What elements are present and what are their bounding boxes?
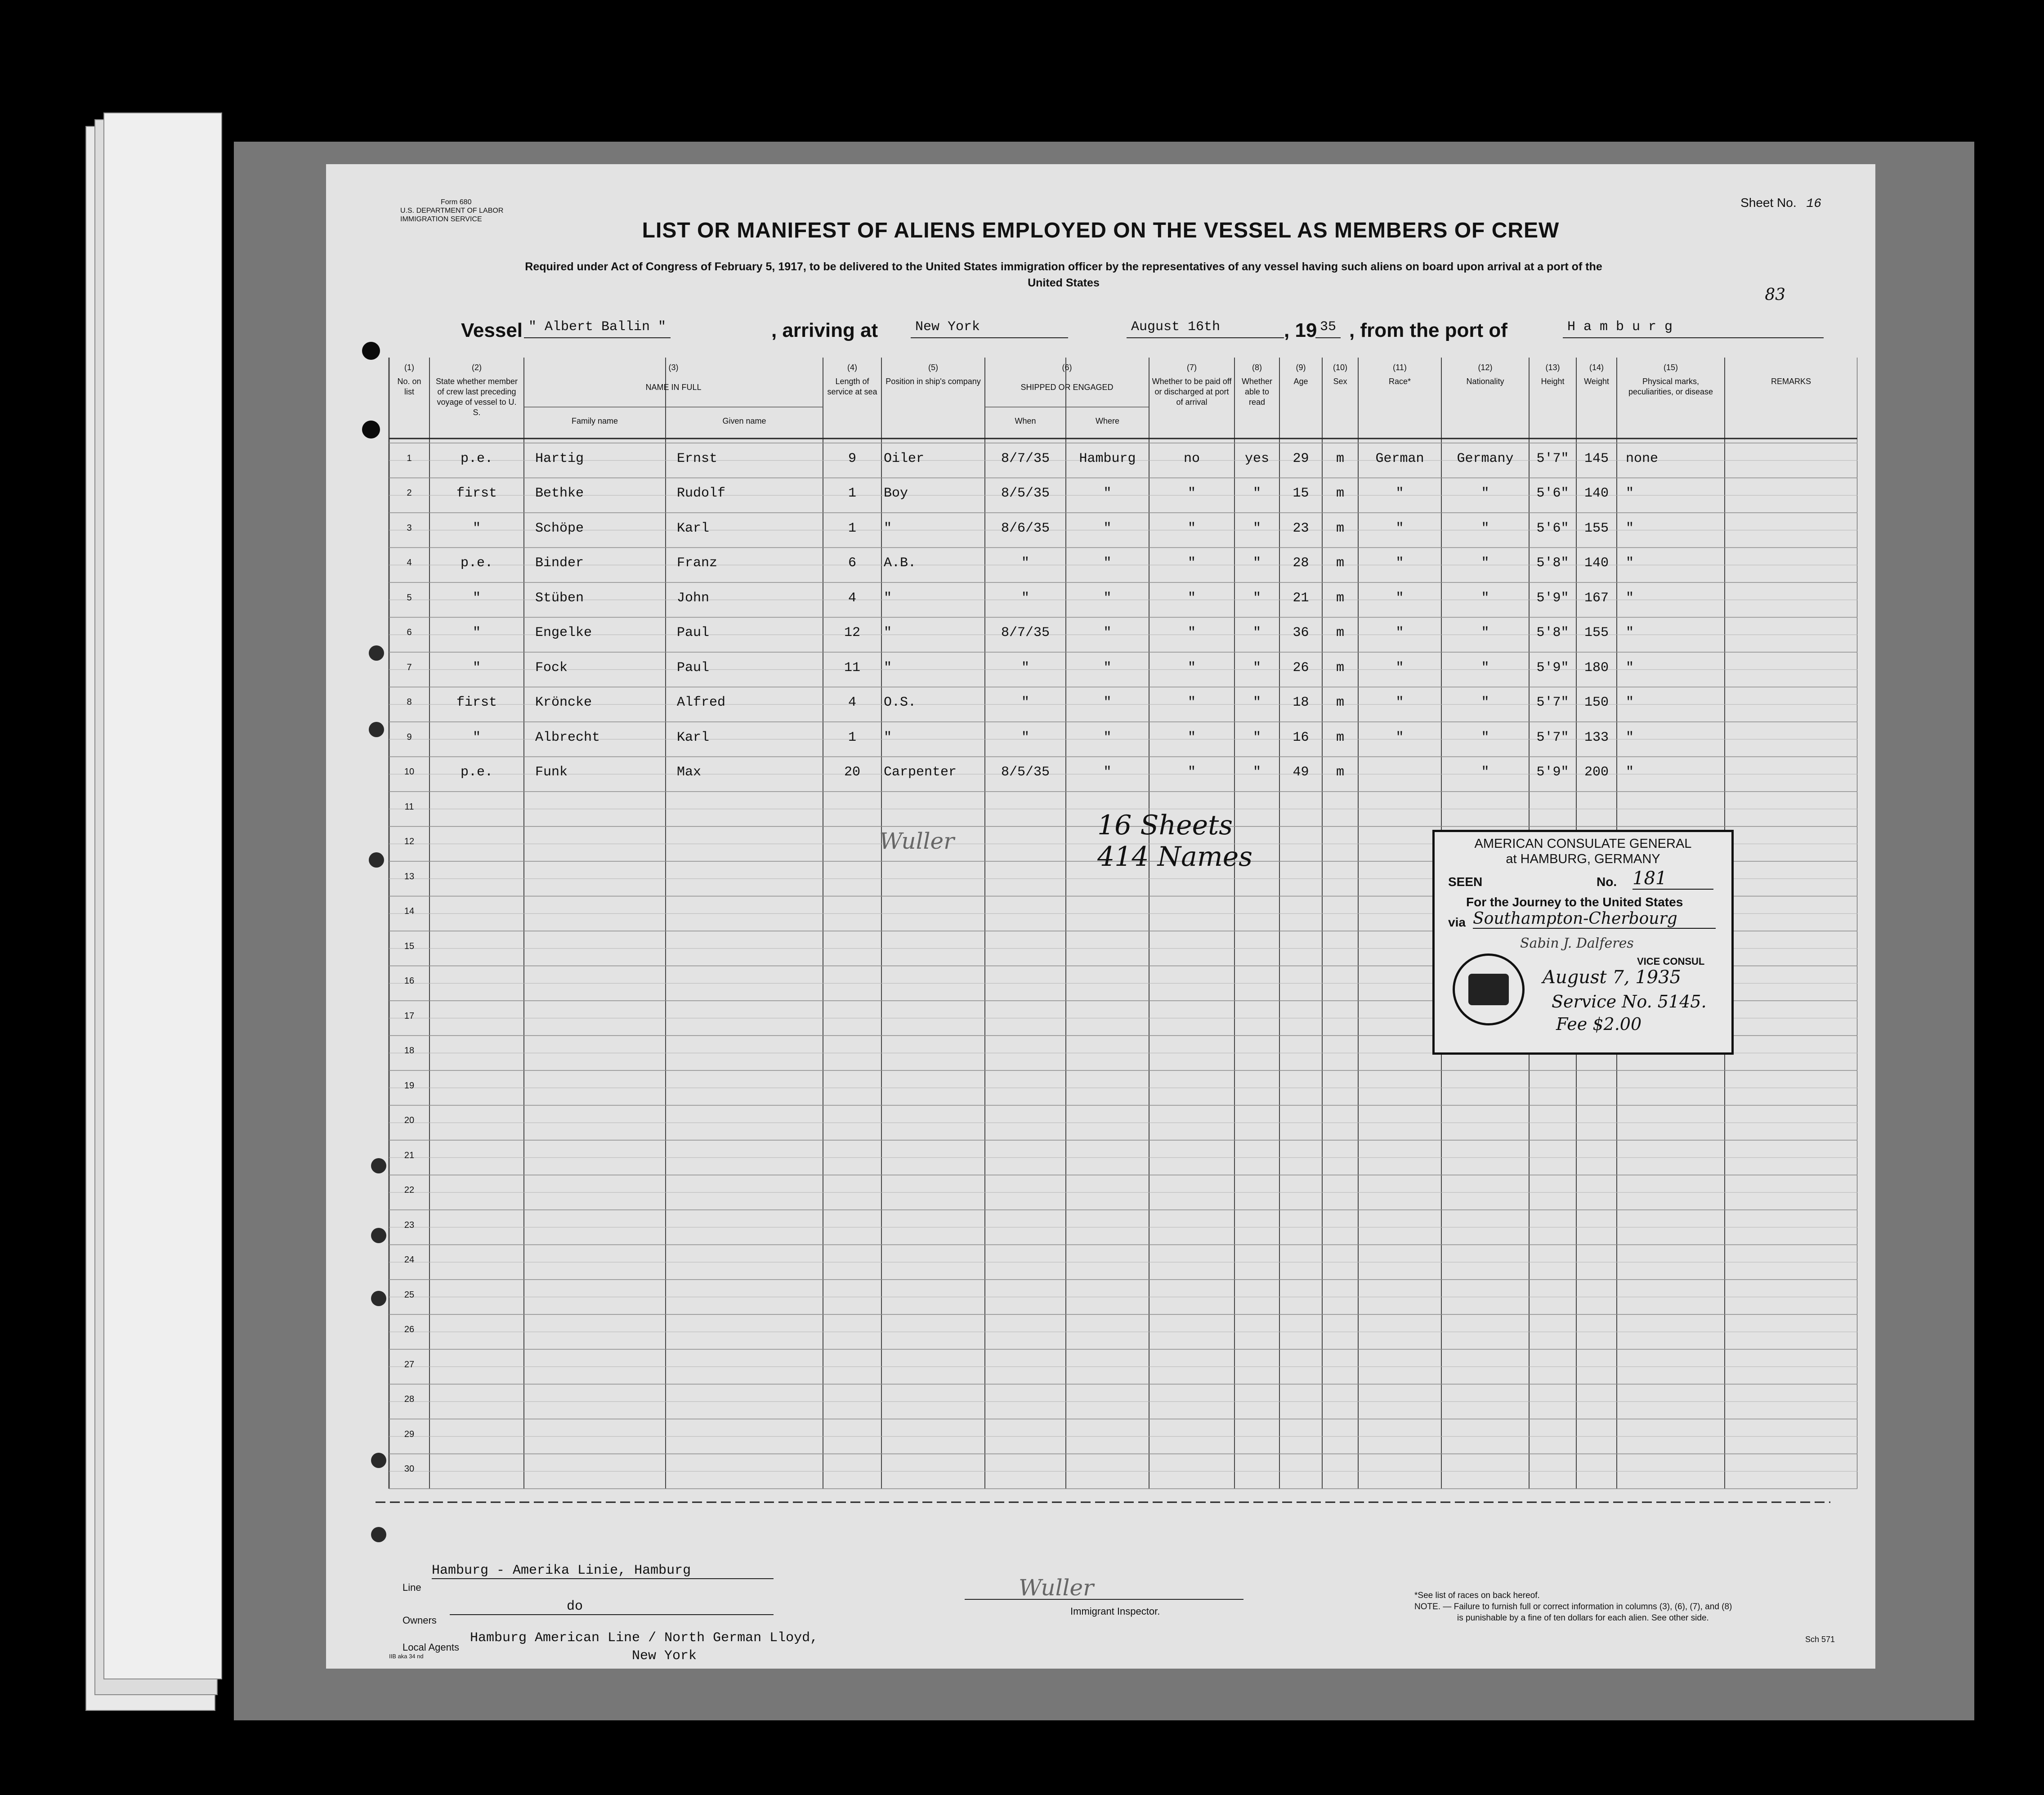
row-number: 15 — [404, 941, 415, 951]
table-cell-where: " — [1103, 730, 1112, 745]
stamp-title: AMERICAN CONSULATE GENERAL — [1474, 837, 1692, 851]
table-cell-family: Fock — [535, 660, 568, 676]
table-cell-family: Bethke — [535, 486, 584, 501]
vessel-name-field: " Albert Ballin " — [524, 319, 671, 338]
table-cell-prev: first — [456, 486, 497, 501]
owners-value: do — [450, 1599, 774, 1615]
inspector-initials: Wuller — [879, 828, 955, 854]
table-cell-paid: " — [1187, 730, 1196, 745]
table-cell-position: " — [884, 660, 892, 676]
leaf-number: 83 — [1765, 286, 1785, 304]
table-cell-when: 8/5/35 — [1001, 765, 1050, 780]
column-number: (2) — [472, 363, 482, 372]
row-number: 6 — [407, 627, 412, 638]
table-cell-weight: 140 — [1584, 555, 1609, 571]
column-subheader: Family name — [571, 416, 618, 425]
stamp-consul-label: VICE CONSUL — [1637, 956, 1705, 967]
table-cell-given: Karl — [677, 730, 710, 745]
table-cell-nationality: " — [1481, 660, 1489, 676]
table-cell-weight: 140 — [1584, 486, 1609, 501]
consul-signature: Sabin J. Dalferes — [1520, 936, 1634, 951]
stamp-location: at HAMBURG, GERMANY — [1506, 852, 1660, 866]
column-header: SHIPPED OR ENGAGED — [1020, 383, 1114, 392]
column-header: Whether to be paid off or discharged at port of arrival — [1152, 377, 1232, 407]
table-cell-given: Karl — [677, 520, 710, 536]
sheet-number-label: Sheet No. — [1740, 196, 1797, 210]
table-cell-height: 5'6" — [1536, 520, 1569, 536]
table-cell-height: 5'7" — [1536, 730, 1569, 745]
document-title: LIST OR MANIFEST OF ALIENS EMPLOYED ON THE VESSEL AS MEMBERS OF CREW — [642, 219, 1560, 242]
table-cell-read: " — [1252, 730, 1261, 745]
table-cell-read: " — [1252, 486, 1261, 501]
table-cell-prev: p.e. — [460, 555, 493, 571]
table-cell-nationality: " — [1481, 730, 1489, 745]
table-cell-race: " — [1395, 625, 1404, 641]
column-number: (11) — [1393, 363, 1407, 372]
column-header: Position in ship's company — [886, 377, 981, 386]
table-cell-marks: " — [1626, 590, 1634, 606]
consulate-stamp — [1432, 830, 1734, 1055]
row-number: 17 — [404, 1011, 415, 1021]
stamp-journey-label: For the Journey to the United States — [1466, 895, 1683, 909]
table-cell-given: John — [677, 590, 710, 606]
column-header: REMARKS — [1771, 377, 1811, 386]
table-cell-when: " — [1021, 730, 1029, 745]
column-number: (4) — [847, 363, 857, 372]
table-cell-weight: 145 — [1584, 451, 1609, 466]
table-cell-marks: none — [1626, 451, 1659, 466]
table-cell-position: A.B. — [884, 555, 917, 571]
stamp-via-label: via — [1448, 915, 1466, 929]
table-cell-when: " — [1021, 590, 1029, 606]
table-cell-given: Ernst — [677, 451, 718, 466]
table-cell-marks: " — [1626, 765, 1634, 780]
table-cell-paid: " — [1187, 765, 1196, 780]
table-cell-height: 5'8" — [1536, 555, 1569, 571]
penalty-note-continued: is punishable by a fine of ten dollars for each alien. See other side. — [1457, 1613, 1709, 1623]
arrival-date-field: August 16th — [1127, 319, 1284, 338]
column-number: (7) — [1187, 363, 1197, 372]
table-cell-where: " — [1103, 555, 1112, 571]
names-count-note: 414 Names — [1097, 841, 1253, 873]
row-number: 1 — [407, 453, 412, 463]
table-cell-paid: " — [1187, 660, 1196, 676]
table-cell-family: Schöpe — [535, 520, 584, 536]
row-number: 20 — [404, 1115, 415, 1126]
table-cell-sex: m — [1336, 730, 1344, 745]
table-cell-position: Boy — [884, 486, 908, 501]
column-header: Physical marks, peculiarities, or disease — [1628, 377, 1713, 396]
column-header: Age — [1293, 377, 1308, 386]
table-cell-when: " — [1021, 660, 1029, 676]
table-cell-nationality: " — [1481, 555, 1489, 571]
column-number: (10) — [1333, 363, 1347, 372]
table-cell-sex: m — [1336, 660, 1344, 676]
table-cell-age: 36 — [1293, 625, 1309, 641]
line-label: Line — [403, 1582, 421, 1593]
race-note: *See list of races on back hereof. — [1414, 1591, 1540, 1600]
table-cell-age: 26 — [1293, 660, 1309, 676]
stamp-service-number: Service No. 5145. — [1552, 992, 1707, 1012]
inspector-label: Immigrant Inspector. — [1070, 1606, 1160, 1617]
local-agents-label: Local Agents — [403, 1642, 459, 1653]
column-number: (13) — [1545, 363, 1560, 372]
row-number: 29 — [404, 1429, 415, 1439]
row-number: 27 — [404, 1359, 415, 1370]
row-number: 12 — [404, 837, 415, 847]
table-cell-height: 5'9" — [1536, 590, 1569, 606]
column-header: State whether member of crew last preceding voyage of vessel to U. S. — [435, 377, 518, 417]
form-number: Form 680 — [441, 198, 472, 206]
table-cell-age: 28 — [1293, 555, 1309, 571]
table-cell-service: 6 — [848, 555, 856, 571]
row-number: 24 — [404, 1255, 415, 1265]
table-cell-prev: " — [472, 660, 481, 676]
table-cell-family: Funk — [535, 765, 568, 780]
local-agents-value: Hamburg American Line / North German Lloyd, — [470, 1630, 818, 1646]
column-header: Race* — [1388, 377, 1411, 386]
table-cell-when: 8/5/35 — [1001, 486, 1050, 501]
column-header: Height — [1541, 377, 1565, 386]
table-cell-when: " — [1021, 695, 1029, 711]
manifest-sheet — [326, 164, 1875, 1669]
department-name: U.S. DEPARTMENT OF LABOR — [400, 207, 504, 215]
table-cell-race: " — [1395, 660, 1404, 676]
table-cell-family: Kröncke — [535, 695, 592, 711]
table-cell-prev: " — [472, 730, 481, 745]
row-number: 2 — [407, 488, 412, 498]
column-header: Weight — [1584, 377, 1609, 386]
column-header: No. on list — [397, 377, 421, 396]
row-number: 9 — [407, 732, 412, 742]
table-cell-marks: " — [1626, 520, 1634, 536]
row-number: 21 — [404, 1150, 415, 1160]
table-cell-height: 5'9" — [1536, 765, 1569, 780]
table-cell-marks: " — [1626, 486, 1634, 501]
column-header: Length of service at sea — [827, 377, 877, 396]
table-cell-service: 4 — [848, 590, 856, 606]
table-cell-sex: m — [1336, 765, 1344, 780]
table-cell-weight: 180 — [1584, 660, 1609, 676]
departure-port-field: H a m b u r g — [1563, 319, 1824, 338]
table-cell-read: " — [1252, 765, 1261, 780]
table-cell-weight: 155 — [1584, 625, 1609, 641]
table-cell-service: 4 — [848, 695, 856, 711]
column-number: (9) — [1296, 363, 1306, 372]
year-prefix: , 19 — [1284, 319, 1317, 341]
table-cell-position: " — [884, 590, 892, 606]
column-number: (12) — [1478, 363, 1493, 372]
stamp-fee: Fee $2.00 — [1556, 1014, 1642, 1034]
column-number: (3) — [668, 363, 679, 372]
table-cell-paid: " — [1187, 625, 1196, 641]
sheet-number — [1740, 196, 1821, 211]
table-cell-family: Engelke — [535, 625, 592, 641]
table-cell-read: " — [1252, 555, 1261, 571]
table-cell-marks: " — [1626, 660, 1634, 676]
page-stack — [85, 112, 225, 1709]
table-cell-when: " — [1021, 555, 1029, 571]
row-number: 25 — [404, 1289, 415, 1300]
column-number: (6) — [1062, 363, 1072, 372]
table-cell-given: Paul — [677, 660, 710, 676]
from-port-label: , from the port of — [1349, 319, 1507, 341]
table-cell-given: Alfred — [677, 695, 726, 711]
row-number: 26 — [404, 1325, 415, 1335]
row-number: 18 — [404, 1046, 415, 1056]
row-number: 5 — [407, 592, 412, 603]
stamp-no-value: 181 — [1633, 868, 1713, 890]
table-cell-weight: 150 — [1584, 695, 1609, 711]
table-cell-nationality: " — [1481, 520, 1489, 536]
table-cell-when: 8/7/35 — [1001, 451, 1050, 466]
table-cell-service: 1 — [848, 730, 856, 745]
table-cell-where: " — [1103, 590, 1112, 606]
print-code: IIB aka 34 nd — [389, 1653, 424, 1660]
table-cell-where: Hamburg — [1079, 451, 1136, 466]
table-cell-marks: " — [1626, 695, 1634, 711]
table-cell-height: 5'8" — [1536, 625, 1569, 641]
table-cell-race: " — [1395, 730, 1404, 745]
column-subheader: When — [1015, 416, 1036, 425]
punch-hole-icon — [362, 342, 380, 360]
table-cell-given: Rudolf — [677, 486, 726, 501]
year-field: 35 — [1315, 319, 1341, 338]
row-number: 16 — [404, 976, 415, 986]
table-cell-race: " — [1395, 486, 1404, 501]
table-cell-marks: " — [1626, 730, 1634, 745]
handwritten-total — [1097, 810, 1252, 873]
document-subtitle: Required under Act of Congress of February 5, 1917, to be delivered to the United States immigration officer by the representatives of any vessel having such aliens on board upon arrival at a port of the United States — [525, 260, 1602, 289]
table-cell-prev: " — [472, 520, 481, 536]
table-cell-service: 1 — [848, 520, 856, 536]
line-value: Hamburg - Amerika Linie, Hamburg — [432, 1563, 774, 1579]
schedule-number: Sch 571 — [1805, 1635, 1835, 1644]
inspector-line — [965, 1599, 1243, 1600]
table-cell-read: " — [1252, 590, 1261, 606]
table-cell-prev: " — [472, 625, 481, 641]
row-number: 3 — [407, 523, 412, 533]
table-cell-where: " — [1103, 486, 1112, 501]
arriving-label: , arriving at — [771, 319, 878, 341]
table-cell-position: " — [884, 730, 892, 745]
table-cell-when: 8/6/35 — [1001, 520, 1050, 536]
column-subheader: Where — [1095, 416, 1119, 425]
table-cell-read: " — [1252, 625, 1261, 641]
consulate-seal-icon — [1453, 953, 1525, 1025]
column-number: (15) — [1663, 363, 1678, 372]
table-cell-age: 23 — [1293, 520, 1309, 536]
table-cell-service: 1 — [848, 486, 856, 501]
row-number: 28 — [404, 1394, 415, 1405]
table-cell-sex: m — [1336, 451, 1344, 466]
table-cell-service: 11 — [844, 660, 860, 676]
table-cell-prev: " — [472, 590, 481, 606]
table-cell-service: 12 — [844, 625, 860, 641]
table-cell-service: 9 — [848, 451, 856, 466]
table-cell-read: yes — [1244, 451, 1269, 466]
stamp-no-label: No. — [1597, 875, 1617, 889]
table-cell-read: " — [1252, 695, 1261, 711]
table-cell-read: " — [1252, 660, 1261, 676]
table-cell-where: " — [1103, 660, 1112, 676]
table-cell-given: Max — [677, 765, 702, 780]
table-cell-prev: p.e. — [460, 451, 493, 466]
table-cell-where: " — [1103, 695, 1112, 711]
table-cell-family: Stüben — [535, 590, 584, 606]
vessel-label: Vessel — [461, 319, 523, 341]
table-cell-position: Carpenter — [884, 765, 957, 780]
table-cell-paid: " — [1187, 520, 1196, 536]
column-number: (1) — [404, 363, 414, 372]
table-cell-paid: " — [1187, 695, 1196, 711]
table-cell-service: 20 — [844, 765, 860, 780]
table-cell-race: " — [1395, 695, 1404, 711]
table-cell-position: Oiler — [884, 451, 925, 466]
table-cell-given: Paul — [677, 625, 710, 641]
table-cell-height: 5'7" — [1536, 695, 1569, 711]
column-header: Whether able to read — [1241, 377, 1273, 407]
table-cell-position: " — [884, 625, 892, 641]
table-cell-position: " — [884, 520, 892, 536]
table-cell-weight: 133 — [1584, 730, 1609, 745]
table-cell-sex: m — [1336, 695, 1344, 711]
row-number: 13 — [404, 871, 415, 882]
table-cell-race: German — [1375, 451, 1424, 466]
row-number: 30 — [404, 1464, 415, 1474]
table-cell-weight: 155 — [1584, 520, 1609, 536]
column-header: Sex — [1333, 377, 1347, 386]
table-cell-race: " — [1395, 520, 1404, 536]
table-cell-height: 5'9" — [1536, 660, 1569, 676]
table-cell-sex: m — [1336, 486, 1344, 501]
table-cell-sex: m — [1336, 555, 1344, 571]
row-number: 11 — [404, 801, 414, 812]
table-cell-prev: first — [456, 695, 497, 711]
table-cell-weight: 200 — [1584, 765, 1609, 780]
table-cell-family: Binder — [535, 555, 584, 571]
column-number: (14) — [1589, 363, 1604, 372]
column-header: Nationality — [1466, 377, 1504, 386]
row-number: 4 — [407, 558, 412, 568]
inspector-signature: Wuller — [1019, 1575, 1094, 1601]
table-cell-age: 21 — [1293, 590, 1309, 606]
table-cell-marks: " — [1626, 625, 1634, 641]
table-cell-nationality: " — [1481, 765, 1489, 780]
column-number: (5) — [928, 363, 938, 372]
column-subheader: Given name — [722, 416, 766, 425]
table-cell-height: 5'7" — [1536, 451, 1569, 466]
stamp-date: August 7, 1935 — [1543, 967, 1682, 988]
table-cell-height: 5'6" — [1536, 486, 1569, 501]
table-cell-sex: m — [1336, 520, 1344, 536]
table-cell-sex: m — [1336, 590, 1344, 606]
table-cell-nationality: " — [1481, 625, 1489, 641]
column-number: (8) — [1252, 363, 1262, 372]
table-cell-age: 18 — [1293, 695, 1309, 711]
owners-label: Owners — [403, 1615, 437, 1626]
table-cell-paid: no — [1183, 451, 1200, 466]
row-number: 7 — [407, 662, 412, 672]
local-agents-city: New York — [632, 1648, 697, 1664]
row-number: 23 — [404, 1220, 415, 1230]
table-cell-age: 49 — [1293, 765, 1309, 780]
stamp-seen-label: SEEN — [1448, 875, 1483, 889]
table-cell-family: Hartig — [535, 451, 584, 466]
table-cell-paid: " — [1187, 555, 1196, 571]
table-cell-position: O.S. — [884, 695, 917, 711]
sheet-number-value: 16 — [1806, 197, 1821, 211]
table-cell-weight: 167 — [1584, 590, 1609, 606]
table-cell-where: " — [1103, 625, 1112, 641]
table-cell-age: 29 — [1293, 451, 1309, 466]
row-number: 10 — [404, 767, 415, 777]
table-cell-nationality: " — [1481, 486, 1489, 501]
table-cell-age: 15 — [1293, 486, 1309, 501]
row-number: 8 — [407, 697, 412, 707]
table-cell-nationality: " — [1481, 695, 1489, 711]
table-cell-marks: " — [1626, 555, 1634, 571]
sheets-count-note: 16 Sheets — [1097, 810, 1233, 841]
table-cell-race: " — [1395, 555, 1404, 571]
table-cell-nationality: " — [1481, 590, 1489, 606]
table-cell-prev: p.e. — [460, 765, 493, 780]
table-cell-given: Franz — [677, 555, 718, 571]
table-cell-where: " — [1103, 765, 1112, 780]
footer-notes — [1414, 1590, 1732, 1624]
stamp-via-value: Southampton-Cherbourg — [1473, 909, 1716, 929]
column-header: NAME IN FULL — [645, 383, 702, 392]
penalty-note: NOTE. — Failure to furnish full or correct information in columns (3), (6), (7), and (8) — [1414, 1602, 1732, 1611]
row-number: 22 — [404, 1185, 415, 1195]
row-number: 14 — [404, 906, 415, 917]
table-cell-nationality: Germany — [1457, 451, 1514, 466]
table-cell-race: " — [1395, 590, 1404, 606]
service-name: IMMIGRATION SERVICE — [400, 215, 482, 223]
arrival-port-field: New York — [911, 319, 1068, 338]
table-cell-when: 8/7/35 — [1001, 625, 1050, 641]
table-cell-read: " — [1252, 520, 1261, 536]
table-cell-paid: " — [1187, 590, 1196, 606]
table-cell-paid: " — [1187, 486, 1196, 501]
row-number: 19 — [404, 1080, 415, 1091]
table-cell-age: 16 — [1293, 730, 1309, 745]
table-cell-where: " — [1103, 520, 1112, 536]
table-cell-sex: m — [1336, 625, 1344, 641]
table-cell-family: Albrecht — [535, 730, 600, 745]
